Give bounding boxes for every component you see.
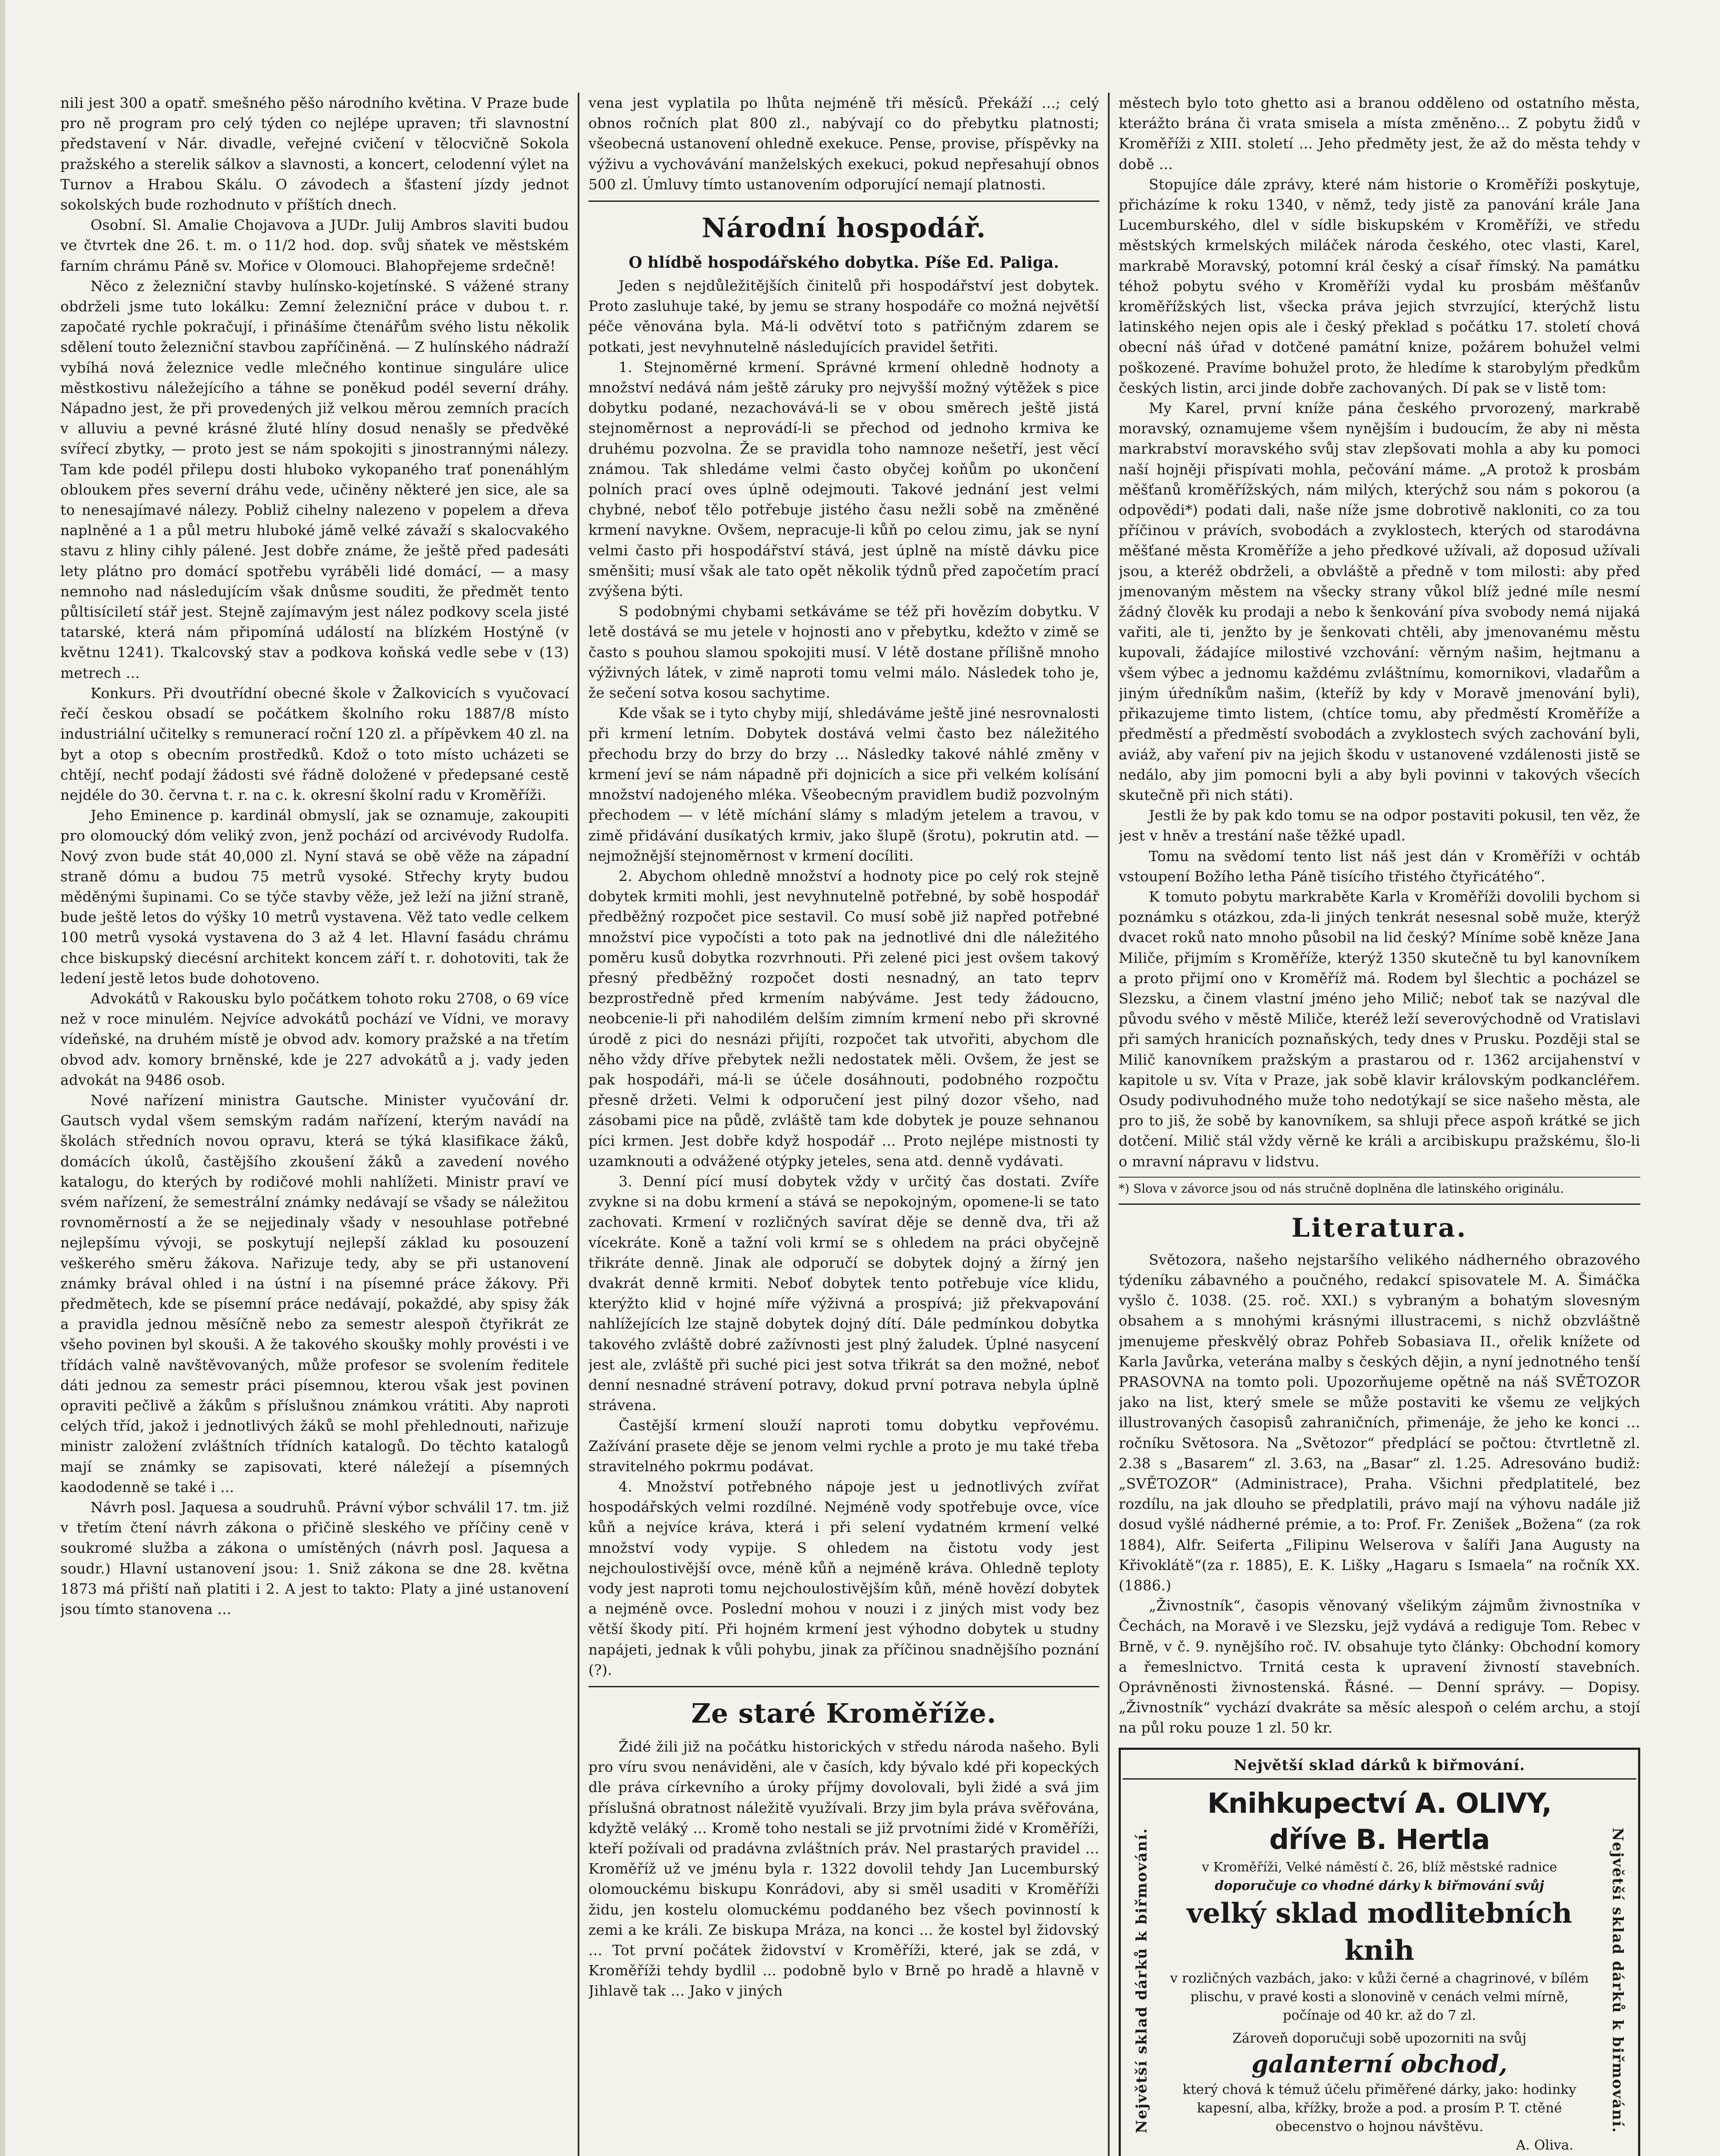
ad-signature: A. Oliva. <box>1516 2137 1573 2153</box>
paragraph: 3. Denní pící musí dobytek vždy v určitý čas dostati. Zvíře zvykne si na dobu krmení a stává se nepokojným, opomene-li se tato zachovati. Krmení v rozličných savírat děje se denně dva, tři až vícekráte. Koně a tažní voli krmí se s ohledem na práci obyčejně třikráte denně. Jinak ale odporučí se dobytek dojný a žírný jen dvakrát denně krmiti. Neboť dobytek tento potřebuje více klidu, kterýžto klid v hojné míře výživná a prospívá; již překvapování nahlížejících lze stajně dobytek dojný dítí. Dále pedmínkou dobytka takového zvláště dobré zažívnosti jest plný žaludek. Úplné nasycení jest ale, zvláště při suché pici jest sotva třikrát sa den možné, neboť denní nesnadné strávení potravy, dokud první potrava nebyla úplně strávena. <box>588 1172 1099 1414</box>
ad-headline: galanterní obchod, <box>1251 2049 1507 2078</box>
column-rule <box>578 93 579 2156</box>
paragraph: Kde však se i tyto chyby mijí, shledáváme ještě jiné nesrovnalosti při krmení letním. Dobytek dostává velmi často bez náležitého přechodu brzy do brzy do brzy ... Následky takové náhlé změny v krmení jeví se nám nápadně při dojnicích a sice při velkém kolísání množství nadojeného mléka. Všeobecným pravidlem budiž pozvolným přechodem — v létě míchání slámy s mladým jetelem a travou, v zimě přidávání dusíkatých krmiv, jako šlupě (šrotu), pokrutin atd. — nejmožnější stejnoměrnost v krmení docíliti. <box>588 705 1099 864</box>
column-rule <box>1108 93 1110 2156</box>
paragraph: 4. Množství potřebného nápoje jest u jednotlivých zvířat hospodářských velmi rozdílné. Nejméně vody spotřebuje ovce, více kůň a nejvíce kráva, která i při selení vydatném krmení velké množství vody vypije. S ohledem na čistotu vody jest nejchoulostivější ovce, méně kůň a nejméně kráva. Ohledně teploty vody jest naproti tomu nejchoulostivějším kůň, méně hovězí dobytek a nejméně ovce. Poslední mohou v nouzi i z jiných mist vody bez větší škody pití. Při hojném krmení jest výhodno dobytek u studny napájeti, jednak k vůli pohybu, jinak za příčinou snadnějšího poznání (?). <box>588 1478 1099 1678</box>
paragraph: nili jest 300 a opatř. smešného pěšo národního květina. V Praze bude pro ně program pro celý týden co nejlépe upraven; tři slavnostní představení v Nár. divadle, veřejné cvičení v tělocvičně Sokola pražského a sterelik sálkov a slavnosti, a koncert, celodenní výlet na Turnov a Hrabou Skálu. O závodech a šťastení jízdy jednot sokolských bude rozhodnuto v příštích dnech. <box>60 94 569 213</box>
ad-shop-name: Knihkupectví A. OLIVY, dříve B. Hertla <box>1207 1787 1552 1856</box>
paragraph: Jeden s nejdůležitějších činitelů při hospodářství jest dobytek. Proto zasluhuje také, by jemu se strany hospodáře co možná největší péče věnována byla. Má-li odvětví toto s patřičným zdarem se potkati, jest nevyhnutelně následujících pravidel šetřiti. <box>588 277 1099 355</box>
ad-headline: velký sklad modlitebních knih <box>1186 1897 1573 1967</box>
column-1 <box>60 93 569 2156</box>
paragraph: Jeho Eminence p. kardinál obmyslí, jak se oznamuje, zakoupiti pro olomoucký dóm veliký zvon, jenž pochází od arcivévody Rudolfa. Nový zvon bude stát 40,000 zl. Nyní stavá se obě věže na západní straně dómu a budou 75 metrů vysoké. Střechy kryty budou měděnými šupinami. Co se týče stavby věže, jež leží na jižní straně, bude ještě letos do výšky 10 metrů vystavena. Věž tato vedle celkem 100 metrů vysoká vystavena do 3 až 4 let. Hlavní fasádu chrámu chce biskupský diecésní architekt koncem září t. r. dohotoviti, tak že ledení jestě letos bude dohotoveno. <box>60 807 569 987</box>
ad-body: v rozličných vazbách, jako: v kůži černé a chagrinové, v bílém plischu, v pravé kosti a slonovině v cenách velmi mírně, počínaje od 40 kr. až do 7 zl. <box>1170 1970 1589 2023</box>
section-heading: Ze staré Kroměříže. <box>691 1698 997 1730</box>
divider <box>588 1686 1099 1687</box>
ad-top-line: Největší sklad dárků k biřmování. <box>1123 1756 1636 1780</box>
article-heading: O hlídbě hospodářského dobytka. Píše Ed. Paliga. <box>629 254 1059 272</box>
section-heading: Národní hospodář. <box>701 212 986 244</box>
ad-body: který chová k témuž účelu přiměřené dárky, jako: hodinky kapesní, alba, křížky, brože a pod. a prosím P. T. ctěné obecenstvo o hojnou návštěvu. <box>1182 2081 1576 2134</box>
paragraph: My Karel, první kníže pána českého prvorozený, markrabě moravský, oznamujeme všem nynějším i budoucím, že aby ni města markrabství moravského svůj stav zlepšovati mohla a aby ku pomoci naší hojněji přispívati mohla, pečování máme. „A protož k prosbám měšťanů kroměřížských, nám milých, kterýchž sou nám s pokorou (a odpovědi*) podati dali, naše níže jsme dobrotivě nakloniti, co za tou příčinou v právích, svobodách a zvyklostech, kterých od starodávna měšťané města Kroměříže a jeho předkové užívali, až doposud užívali jsou, a kteréž obdrželi, a obvláště a předně v tom milosti: aby před jmenovaným městem na všecky strany vůkol blíž jedné míle nesmí žádný člověk ku prodaji a nebo k šenkování píva svobody nemá nijaká vařiti, ale ti, jenžto by je šenkovati chtěli, aby jmenovanému městu kupovali, žádajíce milostivé vzchování: věrným našim, hejtmanu a všem výbec a jednomu každému zvláštnímu, komornikovi, vladařům a jiným úředníkům našim, (kteříž by kdy v Moravě jmenování byli), přikazujeme timto listem, (chtíce tomu, aby předměstí Kroměříže a předměstí a předměstí svobodách a zvyklostech svých zachování byli, aviáž, aby vaření piv na jejich škodu v ustanovené vzdálenosti jistě se nedálo, aby jim pomocni byli a aby byli povinni v takových všecích skutečně při nich státi). <box>1119 400 1640 803</box>
paragraph: S podobnými chybami setkáváme se též při hovězím dobytku. V letě dostává se mu jetele v hojnosti ano v přebytku, kdežto v zimě se často s pouhou slamou spokojiti musí. V létě dostane přílišně mnoho výživných látek, v zimě naproti tomu velmi málo. Následek toho je, že sečení sotva kosou sachytime. <box>588 603 1099 702</box>
paragraph: Návrh posl. Jaquesa a soudruhů. Právní výbor schválil 17. tm. již v třetím čtení návrh zákona o přičině sleského ve příčiny ceně v soukromé služba a zákona o umístěných (návrh posl. Jaquesa a soudr.) Hlavní ustanovení jsou: 1. Sniž zákona se dne 28. května 1873 má přiští naň platiti i 2. A jest to takto: Platy a jiné ustanovení jsou tímto stanovena ... <box>60 1499 569 1618</box>
paragraph: Světozora, našeho nejstaršího velikého nádherného obrazového týdeníku zábavného a poučného, redakcí spisovatele M. A. Šimáčka vyšlo č. 1038. (25. roč. XXI.) s vybraným a bohatým slovesným obsahem a s mnohými krásnými illustracemi, s nichž obzvláštně jmenujeme přeskvělý obraz Pohřeb Sobasiava II., ořelik knížete od Karla Javůrka, veterána malby s českých dějin, a nyní jednotného tenší PRASOVNA na tomto poli. Upozorňujeme opětně na náš SVĚTOZOR jako na list, který smele se může postaviti ke všemu ze veljkých illustrovaných časopisů zahraničních, přimenáje, že jeho ke konci ... ročníku Světosora. Na „Světozor“ předplácí se počtou: čtvrtletně zl. 2.38 s „Basarem“ zl. 3.63, na „Basar“ zl. 1.25. Adresováno budiž: „SVĚTOZOR“ (Administrace), Praha. Všichni předplatitelé, bez rozdílu, na jak dlouho se předplatili, právo mají na výhovu nadále již dosud vyšlé nádherné prémie, a to: Prof. Fr. Zenišek „Božena“ (za rok 1884), Alfr. Seiferta „Filipinu Welserova v šalíři Jana Augusty na Křivoklátě“(za r. 1885), E. K. Lišky „Hagaru s Ismaela“ na ročník XX. (1886.) <box>1119 1251 1640 1594</box>
ad-body: Zároveň doporučuji sobě upozorniti na svůj <box>1232 2030 1526 2046</box>
paragraph: Tomu na svědomí tento list náš jest dán v Kroměříži v ochtáb vstoupení Božího letha Páně tisícího třistého čtyřicátého“. <box>1119 847 1640 885</box>
paragraph: Konkurs. Při dvoutřídní obecné škole v Žalkovicích s vyučovací řečí českou obsadí se počátkem školního roku 1887/8 místo industriální učitelky s remunerací roční 120 zl. a přípěvkem 40 zl. na byt a otop s obecním prostředků. Kdož o toto místo ucházeti se chtějí, nechť podají žádosti své řádně doložené v předepsané cestě nejdéle do 30. června t. r. na c. k. okresní školní radu v Kroměříži. <box>60 684 569 803</box>
paragraph: 2. Abychom ohledně množství a hodnoty pice po celý rok stejně dobytek krmiti mohli, jest nevyhnutelně potřebné, by sobě hospodář předběžný rozpočet pice sestavil. Co musí sobě již napřed potřebné množství pice vypočísti a toto pak na jednotlivé dni dle náležitého poměru kusů dobytka rozvrhnouti. Při zelené pici jest ovšem takový přesný předběžný rozpočet dosti nesnadný, an tato teprv bezprostředně před krmením nabýváme. Jest tedy žádoucno, neobcenie-li při nahodilém delším zimním krmení nebo při skrovné úrodě z pici do nesnázi přijíti, rozpočet tak utvořiti, abychom dle něho vždy dříve přebytek nežli nedostatek měli. Ovšem, že jest se pak hospodáři, má-li se účele dosáhnouti, podobného rozpočtu přesně držeti. Velmi k odporučení jest pilný dozor všeho, nad zásobami pice na půdě, zvláště tam kde dobytek je pouze sehnanou píci krmen. Jest dobře když hospodář ... Proto nejlépe mistnosti ty uzamknouti a odvážené otýpky jeteles, sena atd. denně vydávati. <box>588 867 1099 1169</box>
advertisement <box>1119 1748 1640 2156</box>
paragraph: 1. Stejnoměrné krmení. Správné krmení ohledně hodnoty a množství nedává nám ještě záruky pro nejvyšší možný výtěžek s pice dobytku podané, nezachovává-li se v obou směrech ještě jistá stejnoměrnost a neprovádí-li se přechod od jednoho krmiva ke druhému pozvolna. Že se pravidla toho namnoze nešetří, jest věcí známou. Tak shledáme velmi často obyčej koňům po ukončení polních prací oves úplně odejmouti. Takové jednání jest velmi chybné, neboť tělo potřebuje jistého času nežli sobě na změněné krmení navykne. Ovšem, nepracuje-li kůň po celou zimu, jak se nyní velmi často při hospodářství stává, jest úplně na místě dávku pice směnšiti; musí však ale tato opět několik týdnů před započetím prací zvýšena býti. <box>588 358 1099 600</box>
column-3 <box>1119 93 1640 2156</box>
ad-side-text: Největší sklad dárků k biřmování. <box>1133 1827 1150 2134</box>
ad-tagline: doporučuje co vhodné dárky k biřmování svůj <box>1215 1878 1544 1893</box>
section-heading: Literatura. <box>1291 1213 1468 1243</box>
paragraph: městech bylo toto ghetto asi a branou odděleno od ostatního města, kterážto brána či vrata smisela a místa změněno... Z pobytu židů v Kroměříži z XIII. století ... Jeho předměty jest, že až do města tehdy v době ... <box>1119 94 1640 172</box>
column-2 <box>588 93 1099 2156</box>
paragraph: Jestli že by pak kdo tomu se na odpor postaviti pokusil, ten věz, že jest v hněv a trestání naše těžké upadl. <box>1119 807 1640 844</box>
paragraph: „Živnostník“, časopis věnovaný všelikým zájmům živnostníka v Čechách, na Moravě i ve Slezsku, jejž vydává a rediguje Tom. Rebec v Brně, v č. 9. nynějšího roč. IV. obsahuje tyto články: Obchodní komory a řemeslnictvo. Trnitá cesta k upravení živností stavebních. Oprávněnosti živnostenská. Řásné. — Denní správy. — Dopisy. „Živnostník“ vychází dvakráte sa měsíc alespoň o celém archu, a stojí na půl roku pouze 1 zl. 50 kr. <box>1119 1597 1640 1736</box>
paragraph: Něco z železniční stavby hulínsko-kojetínské. S vážené strany obdrželi jsme tuto lokálku: Zemní železniční práce v dubou t. r. započaté rychle pokračují, i přinášíme čtenářům svého listu několik sdělení touto železniční stavbou zapříčiněná. — Z hulínského nádraží vybíhá nová železnice vedle mlečného kontinue singuláre ulice městkostivu náležejícího a táhne se poněkud podél severní dráhy. Nápadno jest, že při provedených již velkou měrou zemních pracích v alluviu a pevné krásné žluté hlíny dosud nenašly se předvěké svířecí zbytky, — proto jest se nám spokojiti s jinostrannými nálezy. Tam kde podél přilepu dosti hluboko vykopaného trať ponenáhlým obloukem přes severní dráhu vede, učiněny některé jen sice, ale sa to nenesajímavé nálezy. Pobliž cihelny nalezeno v popelem a dřeva naplněné a 1 a půl metru hluboké jámě velké závaží s skalocvakého stavu z hliny cihly pálené. Jest dobře známe, že ještě před padesáti lety plátno pro domácí spotřebu vyráběli lidé domácí, — a masy nemnoho nad následujícím však dnůsme souditi, že předmět tento půltisíciletí stář jest. Stejně zajímavým jest nález podkovy scela jisté tatarské, která nám připomíná událostí na blízkém Hostýně (v květnu 1241). Tkalcovský stav a podkova koňská vedle sebe v (13) metrech ... <box>60 277 569 681</box>
paragraph: Stopujíce dále zprávy, které nám historie o Kroměříži poskytuje, přicházíme k roku 1340, v němž, tedy jistě za panování krále Jana Lucemburského, dlel v sídle biskupském v Kroměříži, ve středu městských krmelských miláček národa českého, otec vlasti, Karel, markrabě Moravský, potomní král český a císař římský. Na památku téhož pobytu svého v Kroměříži vydal ku prosbám měšťanův kroměřížských list, všecka práva jejich stvrzující, kterýchž listu latinského nejen opis ale i český překlad s počátku 17. století chová obecní náš úřad v dotčené památní knize, požárem bohužel velmi poškozené. Pravíme bohužel proto, že hledíme k starobylým předkům českých listin, arci jinde dobře zachovaných. Dí pak se v listě tom: <box>1119 175 1640 396</box>
page-edge <box>0 0 5 2156</box>
divider <box>1119 1203 1640 1205</box>
ad-side-text: Největší sklad dárků k biřmování. <box>1609 1827 1626 2134</box>
paragraph: Častější krmení slouží naproti tomu dobytku vepřovému. Zažívání prasete děje se jenom velmi rychle a proto je mu také třeba stravitelného pokrmu podávat. <box>588 1417 1099 1475</box>
paragraph: vena jest vyplatila po lhůta nejméně tři měsíců. Překáží ...; celý obnos ročních plat 800 zl., nabývají co do přebytku platnosti; všeobecná ustanovení ohledně exekuce. Pense, provise, příspěvky na výživu a vychovávání manželských exekuci, pokud nepřesahují obnos 500 zl. Úmluvy tímto ustanovením odporující nemají platnosti. <box>588 94 1099 193</box>
divider <box>588 201 1099 202</box>
paragraph: Osobní. Sl. Amalie Chojavova a JUDr. Julij Ambros slaviti budou ve čtvrtek dne 26. t. m. o 11/2 hod. dop. svůj sňatek ve městském farním chrámu Páně sv. Mořice v Olomouci. Blahopřejeme srdečně! <box>60 216 569 274</box>
paragraph: K tomuto pobytu markraběte Karla v Kroměříži dovolili bychom si poznámku s otázkou, zda-li jiných tenkrát nesesnal sobě muže, kterýž dvacet roků nato mnoho působil na lid český? Míníme sobě kněze Jana Miliče, přijmím s Kroměříže, kterýž 1350 skutečně tu byl kanovníkem a proto přijmí ono v Kroměříž má. Rodem byl šlechtic a pocházel se Slezsku, a činem vlastní jméno jeho Milič; neboť tak se nazýval dle původu svého v městě Miliče, kteréž leží severovýchodně od Vratislavi při samých hranicích poznaňských, tedy dnes v Prusku. Později stal se Milič kanovníkem pražským a prastarou od r. 1362 arcijahenství v kapitole u sv. Víta v Praze, jak sobě klavir královským podkancléřem. Osudy podivuhodného muže toho nedotýkají se sice našeho města, ale pro to jiš, že sobě by kanovníkem, sa shluji přece aspoň krátké se jich dotčení. Milič stál vždy věrně ke králi a arcibiskupu pražskému, šlo-li o mravní nápravu v lidstvu. <box>1119 888 1640 1170</box>
paragraph: Nové nařízení ministra Gautsche. Minister vyučování dr. Gautsch vydal všem semským radám nařízení, kterým navádí na školách středních novou opravu, která se týká klasifikace žáků, domácích úkolů, častějšího zkoušení žáků a zavedení nového katalogu, do kterých by rodičové mohli nahlížeti. Ministr praví ve svém nařízení, že semestrální známky nedávají se všady se náležitou rovnoměrností a že se nejjedinaly všady v nesouhlase potřebné nejlepšímu vývoji, se poskytují nejlepší základ ku posouzení veškerého směru žákova. Nařizuje tedy, aby se při ustanovení známky brával ohled i na ústní i na písemné práce žákovy. Při předmětech, kde se písemní práce nedávají, pokaždé, aby spisy žák a pravidla jednou měsíčně nebo za semestr alespoň čtyřikrát ze všeho povinen byl skouši. A že takového skoušky mohly provésti i ve třídách valně navštěvovaných, může profesor se svolením ředitele dáti jednou za semestr práci písemnou, kterou však jest povinen opraviti pečlivě a žákům s příslušnou známkou vrátiti. Aby naproti celých tříd, jakož i jednotlivých žáků se mohl přehlednouti, nařizuje ministr založení zvláštních třídních katalogů. Do těchto katalogů mají se známky se zapisovati, které náležejí a písemných kaododenně se také i ... <box>60 1091 569 1495</box>
paragraph: Židé žili již na počátku historických v středu národa našeho. Byli pro víru svou nenáviděni, ale v časích, kdy bývalo kdé při kopeckých dle práva církevního a úroky příjmy dovolovali, byli židé a svá jim příslušná obratnost náležitě využívali. Brzy jim byla práva svěřována, kdyžtě veláký ... Kromě toho nestali se již prvotními židé v Kroměříži, kteří požívali od pradávna zvláštních práv. Nel prastarých pravidel ... Kroměříž už ve jménu byla r. 1322 dovolil tehdy Jan Lucemburský olomouckému biskupu Konrádovi, aby si směl usaditi v Kroměříži židu, jen kostelu olomuckému poddaného bez všech povinností k zemi a ke králi. Ze biskupa Mráza, na konci ... že kostel byl židovský ... Tot první počátek židovství v Kroměříži, které, jak se zdá, v Kroměříži tehdy bydlil ... podobně bylo v Brně po hradě a hlavně v Jihlavě tak ... Jako v jiných <box>588 1738 1099 1999</box>
footnote: *) Slova v závorce jsou od nás stručně doplněna dle latinského originálu. <box>1119 1177 1640 1197</box>
paragraph: Advokátů v Rakousku bylo počátkem tohoto roku 2708, o 69 více než v roce minulém. Nejvíce advokátů pochází ve Vídni, ve moravy vídeňské, na druhém místě je obvod adv. komory pražské a na třetím obvod adv. komory brněnské, kde je 227 advokátů a j. vady jeden advokát na 9486 osob. <box>60 990 569 1088</box>
ad-address: v Kroměříži, Velké náměstí č. 26, blíž městské radnice <box>1202 1859 1557 1875</box>
